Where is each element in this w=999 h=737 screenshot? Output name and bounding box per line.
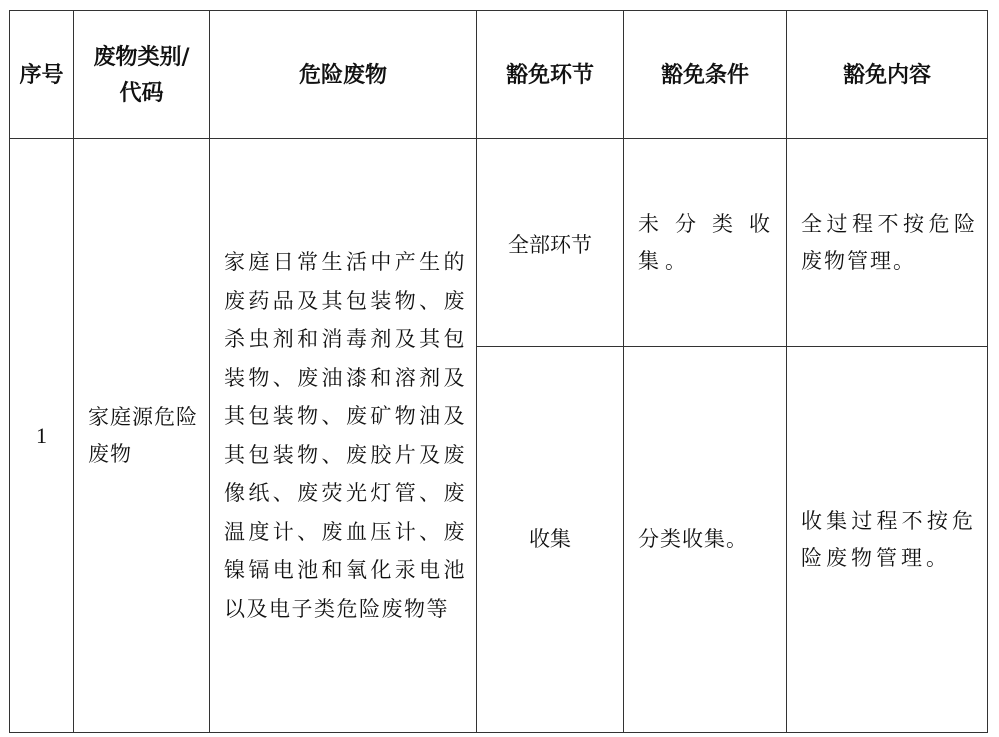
row-content-collect-process: 收集过程不按危险废物管理。 — [787, 347, 988, 733]
row-category: 家庭源危险废物 — [74, 139, 210, 733]
row-stage-collect: 收集 — [477, 347, 624, 733]
header-seq: 序号 — [10, 11, 74, 139]
header-condition: 豁免条件 — [624, 11, 787, 139]
exemption-table — [9, 10, 988, 733]
row-content-full-process: 全过程不按危险废物管理。 — [787, 139, 988, 347]
header-stage: 豁免环节 — [477, 11, 624, 139]
row-stage-all: 全部环节 — [477, 139, 624, 347]
header-row — [10, 11, 988, 139]
row-hazardous-waste: 家庭日常生活中产生的废药品及其包装物、废杀虫剂和消毒剂及其包装物、废油漆和溶剂及其包装物、废矿物油及其包装物、废胶片及废像纸、废荧光灯管、废温度计、废血压计、废镍镉电池和氧化汞电池以及电子类危险废物等 — [210, 139, 477, 733]
row-condition-unsorted: 未分类收集。 — [624, 139, 787, 347]
header-waste: 危险废物 — [210, 11, 477, 139]
header-content: 豁免内容 — [787, 11, 988, 139]
row-condition-sorted: 分类收集。 — [624, 347, 787, 733]
row-seq: 1 — [10, 139, 74, 733]
table-row — [10, 139, 988, 347]
header-category: 废物类别/代码 — [74, 11, 210, 139]
